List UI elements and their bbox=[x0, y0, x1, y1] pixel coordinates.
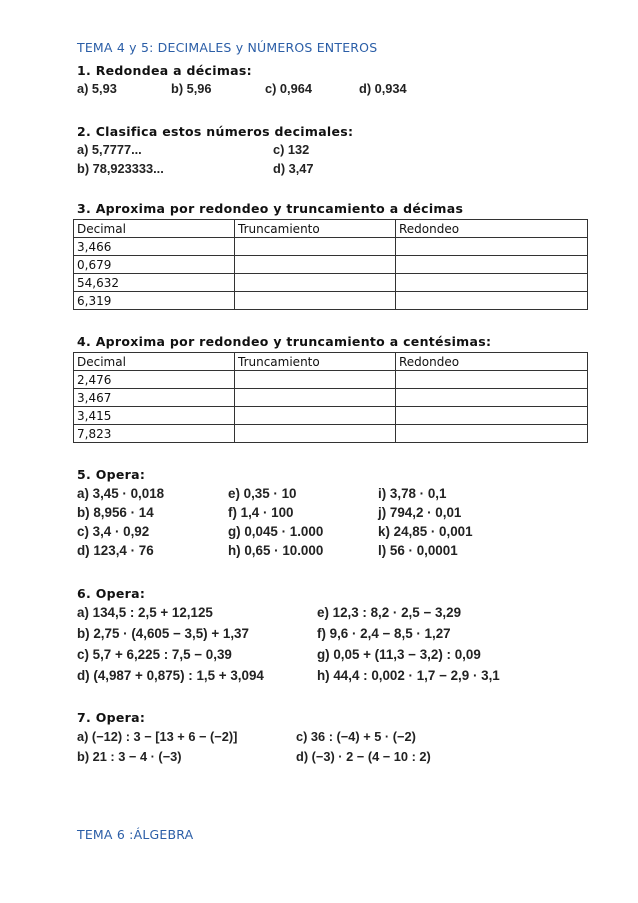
truncamiento-cell[interactable] bbox=[235, 425, 396, 443]
q5-item: g) 0,045 · 1.000 bbox=[228, 524, 324, 539]
q6-item: a) 134,5 : 2,5 + 12,125 bbox=[77, 605, 213, 620]
table-row bbox=[74, 371, 588, 389]
redondeo-cell[interactable] bbox=[396, 274, 588, 292]
section-heading-tema-4-5: TEMA 4 y 5: DECIMALES y NÚMEROS ENTEROS bbox=[77, 40, 378, 55]
table-row bbox=[74, 425, 588, 443]
redondeo-cell[interactable] bbox=[396, 371, 588, 389]
truncamiento-cell[interactable] bbox=[235, 371, 396, 389]
decimal-cell: 54,632 bbox=[74, 274, 235, 292]
header-decimal: Decimal bbox=[74, 220, 235, 238]
redondeo-cell[interactable] bbox=[396, 238, 588, 256]
table-row bbox=[74, 292, 588, 310]
truncamiento-cell[interactable] bbox=[235, 407, 396, 425]
q5-item: i) 3,78 · 0,1 bbox=[378, 486, 447, 501]
q1-item: d) 0,934 bbox=[359, 81, 407, 96]
decimal-cell: 3,415 bbox=[74, 407, 235, 425]
q5-item: b) 8,956 · 14 bbox=[77, 505, 154, 520]
redondeo-cell[interactable] bbox=[396, 407, 588, 425]
header-truncamiento: Truncamiento bbox=[235, 220, 396, 238]
question-6-title: 6. Opera: bbox=[77, 586, 146, 601]
truncamiento-cell[interactable] bbox=[235, 274, 396, 292]
table-header-row bbox=[74, 220, 588, 238]
decimal-cell: 0,679 bbox=[74, 256, 235, 274]
table-row bbox=[74, 274, 588, 292]
q6-item: h) 44,4 : 0,002 · 1,7 − 2,9 · 3,1 bbox=[317, 668, 500, 683]
redondeo-cell[interactable] bbox=[396, 389, 588, 407]
truncamiento-cell[interactable] bbox=[235, 256, 396, 274]
q2-item: a) 5,7777... bbox=[77, 142, 142, 157]
q5-item: j) 794,2 · 0,01 bbox=[378, 505, 462, 520]
header-redondeo: Redondeo bbox=[396, 220, 588, 238]
redondeo-cell[interactable] bbox=[396, 425, 588, 443]
q7-item: d) (−3) · 2 − (4 − 10 : 2) bbox=[296, 749, 431, 764]
decimal-cell: 3,466 bbox=[74, 238, 235, 256]
q1-item: b) 5,96 bbox=[171, 81, 212, 96]
q5-item: a) 3,45 · 0,018 bbox=[77, 486, 165, 501]
q7-item: a) (−12) : 3 − [13 + 6 − (−2)] bbox=[77, 729, 238, 744]
q6-item: g) 0,05 + (11,3 − 3,2) : 0,09 bbox=[317, 647, 481, 662]
redondeo-cell[interactable] bbox=[396, 256, 588, 274]
q2-item: d) 3,47 bbox=[273, 161, 314, 176]
table-header-row bbox=[74, 353, 588, 371]
table-row bbox=[74, 238, 588, 256]
question-2-title: 2. Clasifica estos números decimales: bbox=[77, 124, 354, 139]
decimal-cell: 3,467 bbox=[74, 389, 235, 407]
q6-item: f) 9,6 · 2,4 − 8,5 · 1,27 bbox=[317, 626, 451, 641]
q2-item: c) 132 bbox=[273, 142, 310, 157]
q6-item: e) 12,3 : 8,2 · 2,5 − 3,29 bbox=[317, 605, 462, 620]
decimal-cell: 2,476 bbox=[74, 371, 235, 389]
section-heading-tema-6: TEMA 6 :ÁLGEBRA bbox=[77, 827, 194, 842]
q5-item: k) 24,85 · 0,001 bbox=[378, 524, 473, 539]
q1-item: a) 5,93 bbox=[77, 81, 117, 96]
q7-item: c) 36 : (−4) + 5 · (−2) bbox=[296, 729, 416, 744]
rounding-table-decimas bbox=[73, 219, 588, 310]
q6-item: c) 5,7 + 6,225 : 7,5 − 0,39 bbox=[77, 647, 232, 662]
redondeo-cell[interactable] bbox=[396, 292, 588, 310]
truncamiento-cell[interactable] bbox=[235, 292, 396, 310]
question-1-title: 1. Redondea a décimas: bbox=[77, 63, 252, 78]
q5-item: l) 56 · 0,0001 bbox=[378, 543, 458, 558]
decimal-cell: 6,319 bbox=[74, 292, 235, 310]
header-truncamiento: Truncamiento bbox=[235, 353, 396, 371]
q6-item: d) (4,987 + 0,875) : 1,5 + 3,094 bbox=[77, 668, 264, 683]
header-decimal: Decimal bbox=[74, 353, 235, 371]
q6-item: b) 2,75 · (4,605 − 3,5) + 1,37 bbox=[77, 626, 249, 641]
truncamiento-cell[interactable] bbox=[235, 389, 396, 407]
header-redondeo: Redondeo bbox=[396, 353, 588, 371]
q5-item: f) 1,4 · 100 bbox=[228, 505, 294, 520]
q2-item: b) 78,923333... bbox=[77, 161, 164, 176]
q5-item: d) 123,4 · 76 bbox=[77, 543, 154, 558]
question-3-title: 3. Aproxima por redondeo y truncamiento a décimas bbox=[77, 201, 464, 216]
question-7-title: 7. Opera: bbox=[77, 710, 146, 725]
question-5-title: 5. Opera: bbox=[77, 467, 146, 482]
table-row bbox=[74, 256, 588, 274]
question-4-title: 4. Aproxima por redondeo y truncamiento a centésimas: bbox=[77, 334, 492, 349]
rounding-table-centesimas bbox=[73, 352, 588, 443]
decimal-cell: 7,823 bbox=[74, 425, 235, 443]
q5-item: h) 0,65 · 10.000 bbox=[228, 543, 324, 558]
q5-item: c) 3,4 · 0,92 bbox=[77, 524, 150, 539]
truncamiento-cell[interactable] bbox=[235, 238, 396, 256]
table-row bbox=[74, 389, 588, 407]
table-row bbox=[74, 407, 588, 425]
q5-item: e) 0,35 · 10 bbox=[228, 486, 297, 501]
q1-item: c) 0,964 bbox=[265, 81, 312, 96]
q7-item: b) 21 : 3 − 4 · (−3) bbox=[77, 749, 182, 764]
